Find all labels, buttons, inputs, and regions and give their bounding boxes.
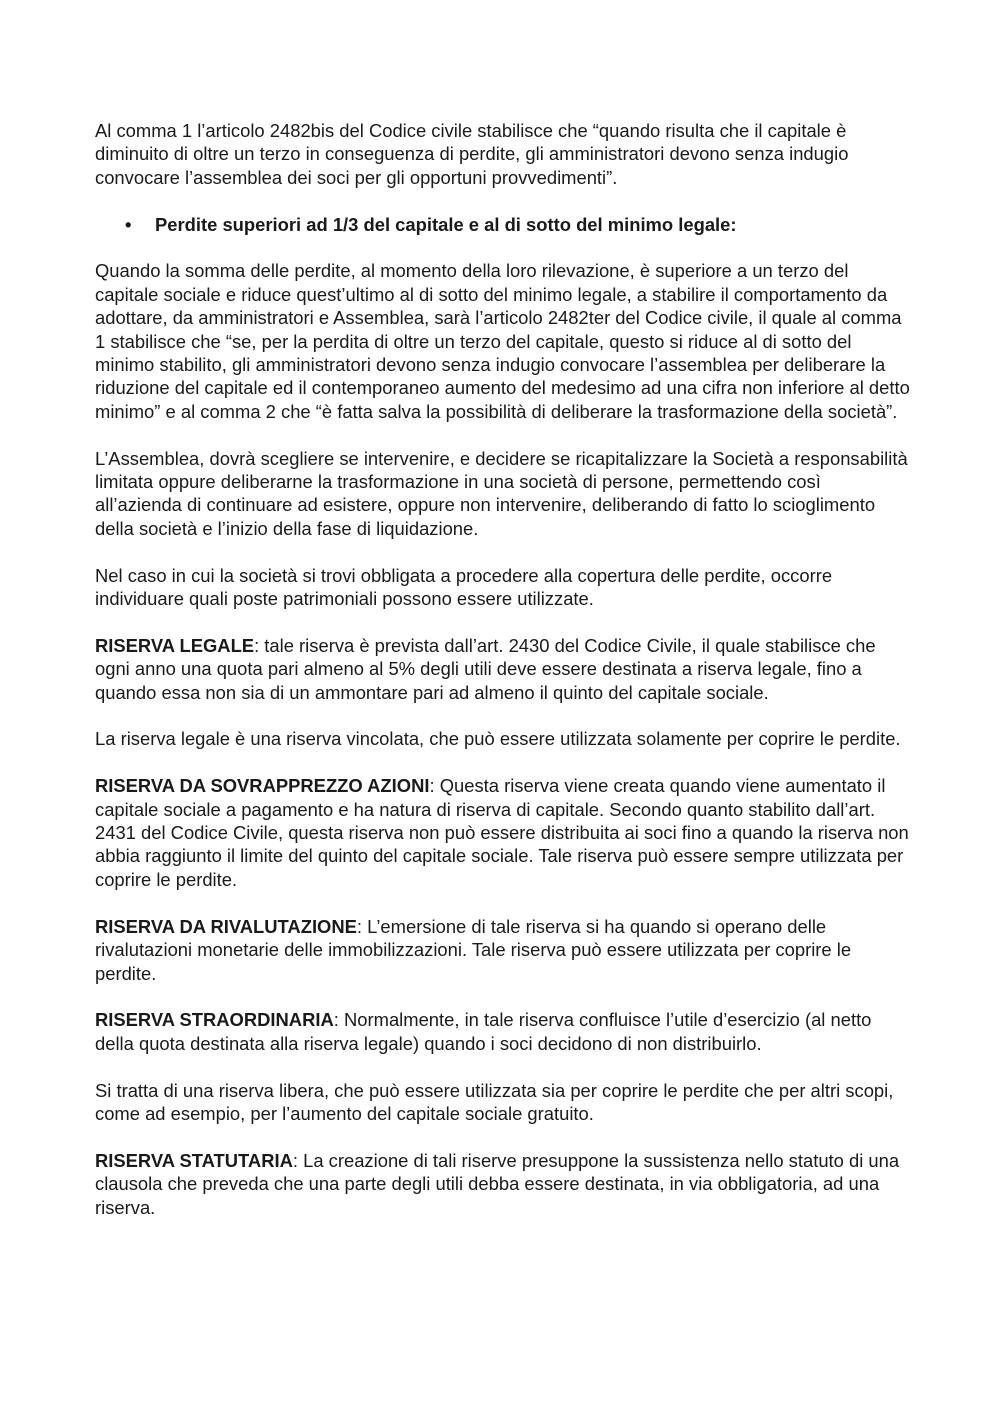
term-riserva-legale: RISERVA LEGALE bbox=[95, 634, 255, 656]
paragraph-copertura-perdite: Nel caso in cui la società si trovi obbligata a procedere alla copertura delle perdite, occorre individuare quali poste patrimoniali possono essere utilizzate. bbox=[95, 564, 833, 610]
bullet-item-losses-heading bbox=[95, 213, 910, 236]
paragraph-riserva-vincolata: La riserva legale è una riserva vincolata, che può essere utilizzata solamente per coprire le perdite. bbox=[95, 728, 901, 750]
paragraph-assemblea: L’Assemblea, dovrà scegliere se intervenire, e decidere se ricapitalizzare la Società a responsabilità limitata oppure deliberarne la trasformazione in una società di persone, permettendo così all’azienda di continuare ad esistere, oppure non intervenire, deliberando di fatto lo scioglimento della società e l’inizio della fase di liquidazione. bbox=[95, 447, 908, 539]
text-riserva-statutaria: : La creazione di tali riserve presuppone la sussistenza nello statuto di una clausola che preveda che una parte degli utili debba essere destinata, in via obbligatoria, ad una riserva. bbox=[95, 1149, 900, 1218]
paragraph-riserva-legale bbox=[95, 634, 910, 704]
paragraph-riserva-statutaria bbox=[95, 1149, 910, 1219]
paragraph-riserva-sovrapprezzo bbox=[95, 774, 910, 891]
term-riserva-sovrapprezzo: RISERVA DA SOVRAPPREZZO AZIONI bbox=[95, 775, 430, 797]
term-riserva-straordinaria: RISERVA STRAORDINARIA bbox=[95, 1009, 334, 1031]
bullet-heading-text: Perdite superiori ad 1/3 del capitale e al di sotto del minimo legale: bbox=[155, 213, 737, 235]
paragraph-riserva-straordinaria bbox=[95, 1008, 910, 1055]
bullet-icon: • bbox=[125, 213, 132, 235]
text-riserva-legale: : tale riserva è prevista dall’art. 2430 del Codice Civile, il quale stabilisce che ogni anno una quota pari almeno al 5% degli utili deve essere destinata a riserva legale, fino a quando essa non sia di un ammontare pari ad almeno il quinto del capitale sociale. bbox=[95, 634, 876, 703]
paragraph-article-2482ter: Quando la somma delle perdite, al momento della loro rilevazione, è superiore a un terzo del capitale sociale e riduce quest’ultimo al di sotto del minimo legale, a stabilire il comportamento da adottare, da amministratori e Assemblea, sarà l’articolo 2482ter del Codice civile, il quale al comma 1 stabilisce che “se, per la perdita di oltre un terzo del capitale, questo si riduce al di sotto del minimo stabilito, gli amministratori devono senza indugio convocare l’assemblea per deliberare la riduzione del capitale ed il contemporaneo aumento del medesimo ad una cifra non inferiore al detto minimo” e al comma 2 che “è fatta salva la possibilità di deliberare la trasformazione della società”. bbox=[95, 260, 910, 422]
text-riserva-rivalutazione: : L’emersione di tale riserva si ha quando si operano delle rivalutazioni monetarie delle immobilizzazioni. Tale riserva può essere utilizzata per coprire le perdite. bbox=[95, 915, 852, 984]
term-riserva-statutaria: RISERVA STATUTARIA bbox=[95, 1149, 293, 1171]
paragraph-riserva-rivalutazione bbox=[95, 915, 910, 985]
text-riserva-sovrapprezzo: : Questa riserva viene creata quando viene aumentato il capitale sociale a pagamento e ha natura di riserva di capitale. Secondo quanto stabilito dall’art. 2431 del Codice Civile, questa riserva non può essere distribuita ai soci fino a quando la riserva non abbia raggiunto il limite del quinto del capitale sociale. Tale riserva può essere sempre utilizzata per coprire le perdite. bbox=[95, 775, 909, 890]
text-riserva-straordinaria: : Normalmente, in tale riserva confluisce l’utile d’esercizio (al netto della quota destinata alla riserva legale) quando i soci decidono di non distribuirlo. bbox=[95, 1009, 872, 1054]
term-riserva-rivalutazione: RISERVA DA RIVALUTAZIONE bbox=[95, 915, 357, 937]
document-page bbox=[95, 119, 910, 1242]
paragraph-riserva-libera: Si tratta di una riserva libera, che può essere utilizzata sia per coprire le perdite che per altri scopi, come ad esempio, per l’aumento del capitale sociale gratuito. bbox=[95, 1079, 894, 1124]
paragraph-article-2482bis: Al comma 1 l’articolo 2482bis del Codice civile stabilisce che “quando risulta che il capitale è diminuito di oltre un terzo in conseguenza di perdite, gli amministratori devono senza indugio convocare l’assemblea dei soci per gli opportuni provvedimenti”. bbox=[95, 120, 849, 188]
